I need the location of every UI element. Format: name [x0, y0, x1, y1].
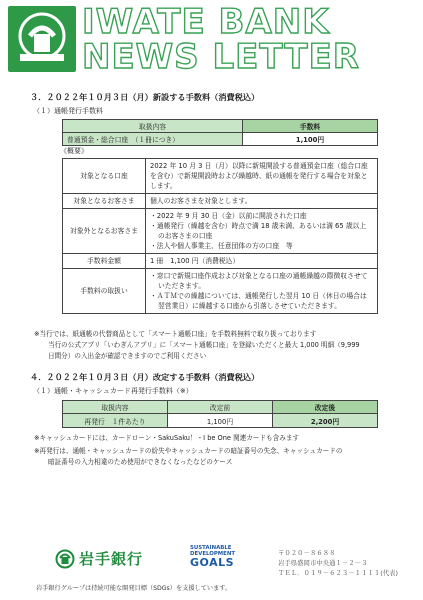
- before-cell: 1,100円: [168, 414, 273, 428]
- reissue-fee-table: [62, 400, 378, 428]
- section4-note-3: 暗証番号の入力相違のため使用ができなくなったなどのケース: [48, 458, 233, 466]
- address-street: 岩手県盛岡市中央通１－２－３: [278, 559, 368, 567]
- newsletter-header: [0, 0, 423, 84]
- row-label: 手数料の取扱い: [63, 269, 146, 314]
- table-row: [63, 194, 378, 209]
- bank-emblem-icon: [55, 549, 75, 569]
- table-row: [63, 159, 378, 194]
- table-row: [63, 209, 378, 254]
- fee-cell: 1,100円: [243, 133, 378, 146]
- section3-title: ３．２０２２年１０月３日（月）新設する手数料（消費税込）: [30, 92, 260, 102]
- passbook-fee-table: [62, 119, 378, 146]
- section4-note-2: ※再発行は、通帳・キャッシュカードの紛失やキャッシュカードの暗証番号の失念、キャッシュカードの: [34, 447, 343, 455]
- row-label: 対象となる口座: [63, 159, 146, 194]
- col-header-item: 取扱内容: [63, 120, 243, 133]
- row-label: 対象となるお客さま: [63, 194, 146, 209]
- row-content: 2022 年 10 月 3 日（月）以降に新規開設する普通預金口座（総合口座を含む）で新規開設時および繰越時、紙の通帳を発行する場合を対象とします。: [146, 159, 378, 194]
- footer-bank-logo: [55, 548, 143, 569]
- address-postal: 〒０２０－８６８８: [278, 549, 336, 557]
- row-label: 対象外となるお客さま: [63, 209, 146, 254]
- footer-sdgs-note: 岩手銀行グループは持続可能な開発目標（SDGs）を支援しています。: [36, 585, 232, 592]
- bank-logo-icon: [8, 6, 76, 72]
- sdg-line1: SUSTAINABLE: [190, 545, 232, 551]
- overview-table: [62, 158, 378, 314]
- row-content: 1 冊 1,100 円（消費税込）: [146, 254, 378, 269]
- footer-bank-name: 岩手銀行: [79, 550, 144, 568]
- address-tel: ＴＥＬ．０１９－６２３－１１１１(代表): [278, 569, 399, 577]
- col-header-fee: 手数料: [243, 120, 378, 133]
- bullet-line: ・2022 年 9 月 30 日（金）以前に開設された口座: [150, 212, 307, 220]
- table-row: [63, 414, 378, 428]
- section3-subtitle: （１）通帳発行手数料: [33, 107, 103, 115]
- item-cell: 普通預金・総合口座 （１冊につき）: [63, 133, 243, 146]
- section3-note-1: ※当行では、紙通帳の代替商品として「スマート通帳口座」を手数料無料で取り扱っております: [34, 330, 317, 338]
- section4-subtitle: （１）通帳・キャッシュカード再発行手数料（※）: [33, 387, 193, 395]
- footer-address: [278, 548, 398, 578]
- row-content: [146, 209, 378, 254]
- section3-note-2: 当行の公式アプリ「いわぎんアプリ」に「スマート通帳口座」を登録いただくと最大 1,000 明細（9,999: [48, 341, 360, 349]
- row-content: 個人のお客さまを対象とします。: [146, 194, 378, 209]
- row-label: 手数料金額: [63, 254, 146, 269]
- bullet-line: ・窓口で新規口座作成および対象となる口座の通帳繰越の際徴収させていただきます。: [150, 272, 368, 290]
- table-row: [63, 133, 378, 146]
- newsletter-title-line1: IWATE BANK: [82, 2, 330, 42]
- overview-label: 《概要》: [60, 147, 88, 155]
- bullet-line: ・ＡＴＭでの繰越については、通帳発行した翌月 10 日（休日の場合は翌営業日）に繰越する口座から引落しさせていただきます。: [150, 292, 367, 310]
- item-cell: 再発行 １件あたり: [63, 414, 168, 428]
- sdg-goals: GOALS: [190, 556, 235, 569]
- section4-title: ４．２０２２年１０月３日（月）改定する手数料（消費税込）: [30, 372, 260, 382]
- sdg-line2: DEVELOPMENT: [190, 551, 236, 557]
- table-row: [63, 254, 378, 269]
- col-header-item: 取扱内容: [63, 401, 168, 414]
- col-header-before: 改定前: [168, 401, 273, 414]
- newsletter-title-line2: NEWS LETTER: [82, 37, 360, 77]
- bullet-line: ・通帳発行（繰越を含む）時点で満 18 歳未満、あるいは満 65 歳以上のお客さまの口座: [150, 222, 367, 240]
- section3-note-3: 日間分）の入出金が確認できますのでご利用ください: [48, 352, 207, 360]
- section4-note-1: ※キャッシュカードには、カードローン・SakuSaku！・I be One 関連カードも含みます: [34, 434, 300, 442]
- table-row: [63, 269, 378, 314]
- sdgs-logo: [190, 545, 240, 569]
- bullet-line: ・法人や個人事業主、任意団体の方の口座 等: [150, 242, 293, 250]
- col-header-after: 改定後: [273, 401, 378, 414]
- after-cell: 2,200円: [273, 414, 378, 428]
- row-content: [146, 269, 378, 314]
